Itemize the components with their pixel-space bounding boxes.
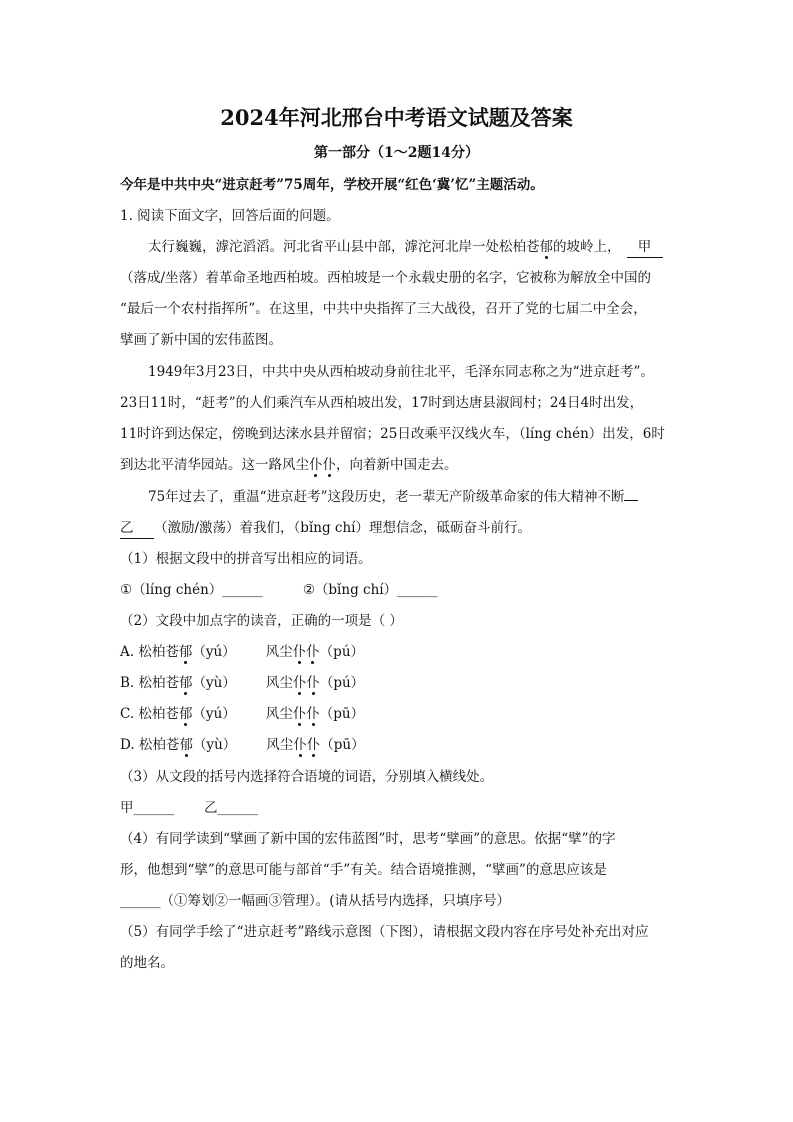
passage-p1-line4: 擘画了新中国的宏伟蓝图。 (120, 332, 282, 348)
passage-p3-line1 (148, 487, 680, 507)
pinyin: （pú） (319, 644, 365, 660)
passage-p1-line1 (148, 237, 680, 258)
option-text: 风尘 (265, 675, 293, 691)
option-text: A. 松柏苍 (120, 644, 179, 660)
pinyin: （yù） (192, 737, 237, 753)
dotted-char: 郁 (178, 644, 193, 660)
answer-blank-yi: 乙______ (204, 800, 258, 816)
blank-yi: 乙 (120, 518, 154, 539)
dotted-char: 仆 (293, 737, 307, 753)
dotted-char: 仆 (306, 706, 320, 722)
dotted-char: 仆 (306, 644, 320, 660)
dotted-char: 仆 (292, 644, 307, 660)
option-text: B. 松柏苍 (120, 675, 180, 691)
option-text: C. 松柏苍 (120, 706, 179, 722)
passage-p3-line2 (120, 518, 680, 539)
text-segment: 75年过去了，重温“进京赶考”这段历史，老一辈无产阶级革命家的伟大精神不断 (148, 489, 625, 505)
answer-blank-2: ②（bǐng chí）______ (302, 582, 438, 598)
sub-question-5-line1: （5）有同学手绘了“进京赶考”路线示意图（下图），请根据文段内容在序号处补充出对应 (120, 924, 649, 940)
option-text: 风尘 (265, 706, 293, 722)
sub-question-4-line2: 形，他想到“擘”的意思可能与部首“手”有关。结合语境推测，“擘画”的意思应该是 (120, 862, 607, 878)
answer-blank-jia: 甲______ (120, 800, 174, 816)
passage-p1-line3: “最后一个农村指挥所”。在这里，中共中央指挥了三大战役，召开了党的七届二中全会， (120, 301, 647, 317)
option-text: D. 松柏苍 (120, 737, 180, 753)
dotted-char: 仆 (309, 457, 323, 473)
text-segment: 太行巍巍，滹沱滔滔。河北省平山县中部，滹沱河北岸一处松柏苍 (148, 239, 540, 255)
pinyin: （pū） (319, 706, 365, 722)
text-segment: 到达北平清华园站。这一路风尘 (120, 457, 309, 473)
dotted-char: 郁 (539, 239, 553, 255)
option-b (120, 673, 680, 693)
sub-question-5-line2: 的地名。 (120, 955, 174, 971)
dotted-char: 郁 (179, 675, 193, 691)
sub-question-2: （2）文段中加点字的读音，正确的一项是（ ） (120, 613, 403, 629)
passage-p2-line2: 23日11时，“赶考”的人们乘汽车从西柏坡出发，17时到达唐县淑闾村；24日4时出发， (120, 395, 644, 411)
passage-p2-line4 (120, 455, 680, 475)
passage-p1-line2: （落成/坐落）着革命圣地西柏坡。西柏坡是一个永载史册的名字，它被称为解放全中国的 (120, 270, 652, 286)
text-segment: （激励/激荡）着我们，（bǐng chí）理想信念，砥砺奋斗前行。 (154, 520, 531, 536)
dotted-char: 仆 (322, 457, 336, 473)
dotted-char: 仆 (292, 706, 307, 722)
part-heading: 第一部分（1～2题14分） (314, 145, 479, 161)
pinyin: （pū） (320, 737, 365, 753)
pinyin: （yú） (192, 644, 236, 660)
sub-question-3-answers (120, 798, 680, 818)
sub-question-1: （1）根据文段中的拼音写出相应的词语。 (120, 551, 372, 567)
passage-p2-line3: 11时许到达保定，傍晚到达涞水县并留宿；25日改乘平汉线火车，（líng chén）出发，6时 (120, 426, 665, 442)
option-text: 风尘 (265, 644, 293, 660)
option-d (120, 735, 680, 755)
sub-question-3: （3）从文段的括号内选择符合语境的词语，分别填入横线处。 (120, 769, 494, 785)
dotted-char: 仆 (306, 675, 320, 691)
option-text: 风尘 (266, 737, 294, 753)
answer-blank-1: ①（líng chén）______ (120, 582, 263, 598)
intro-text: 今年是中共中央“进京赶考”75周年，学校开展“红色‘冀’忆”主题活动。 (120, 177, 544, 193)
page-title: 2024年河北邢台中考语文试题及答案 (220, 105, 573, 130)
pinyin: （yù） (192, 675, 236, 691)
sub-question-4-line1: （4）有同学读到“擘画了新中国的宏伟蓝图”时，思考“擘画”的意思。依据“擘”的字 (120, 831, 616, 847)
dotted-char: 仆 (292, 675, 307, 691)
pinyin: （pú） (319, 675, 365, 691)
text-segment: 的坡岭上， (553, 239, 621, 255)
option-a (120, 642, 680, 662)
blank-jia: 甲 (627, 237, 663, 258)
dotted-char: 郁 (178, 706, 193, 722)
passage-p2-line1: 1949年3月23日，中共中央从西柏坡动身前往北平，毛泽东同志称之为“进京赶考”。 (148, 364, 654, 380)
question-1-heading: 1. 阅读下面文字，回答后面的问题。 (120, 208, 340, 224)
option-c (120, 704, 680, 724)
text-segment: ，向着新中国走去。 (336, 457, 458, 473)
sub-question-1-answers (120, 580, 680, 600)
pinyin: （yú） (192, 706, 236, 722)
dotted-char: 郁 (179, 737, 193, 753)
dotted-char: 仆 (306, 737, 321, 753)
blank-line (624, 500, 638, 501)
sub-question-4-line3: ______（①筹划②一幅画③管理）。(请从括号内选择，只填序号） (120, 893, 511, 909)
